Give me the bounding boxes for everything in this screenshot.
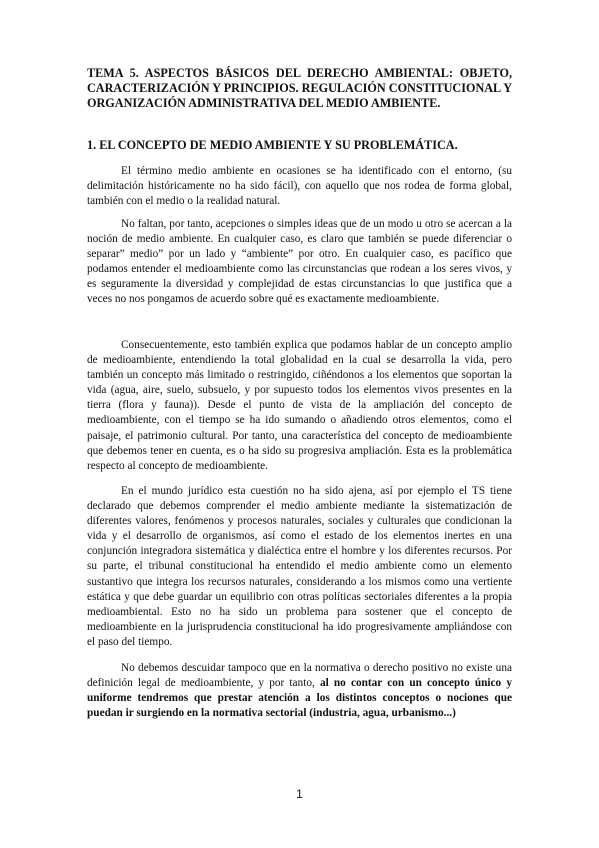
paragraph-3: Consecuentemente, esto también explica que podamos hablar de un concepto amplio de medioambiente, entendiendo la total globalidad en la cual se desarrolla la vida, pero también un concepto más limitado o restringido, ciñéndonos a los elementos que soportan la vida (agua, aire, suelo, subsuelo, y por supuesto todos los elementos vivos presentes en la tierra (flora y fauna)). Desde el punto de vista de la ampliación del concepto de medioambiente, con el tiempo se ha ido sumando o añadiendo otros elementos, como el paisaje, el patrimonio cultural. Por tanto, una característica del concepto de medioambiente que debemos tener en cuenta, es o ha sido su progresiva ampliación. Esta es la problemática respecto al concepto de medioambiente. <box>87 339 512 472</box>
paragraph-5-bold-text: al no contar con un concepto único y uniforme tendremos que prestar atención a los distintos conceptos o nociones que puedan ir surgiendo en la normativa sectorial (industria, agua, urbanismo...) <box>87 677 512 720</box>
paragraph-5 <box>87 661 512 721</box>
paragraph-2: No faltan, por tanto, acepciones o simples ideas que de un modo u otro se acercan a la noción de medio ambiente. En cualquier caso, es claro que también se puede diferenciar o separar” medio” por un lado y “ambiente” por otro. En cualquier caso, es pacífico que podamos entender el medioambiente como las circunstancias que rodean a los seres vivos, y es seguramente la diversidad y complejidad de estas circunstancias lo que justifica que a veces no nos pongamos de acuerdo sobre qué es exactamente medioambiente. <box>87 218 512 306</box>
section-heading: 1. EL CONCEPTO DE MEDIO AMBIENTE Y SU PROBLEMÁTICA. <box>87 138 458 152</box>
paragraph-1: El término medio ambiente en ocasiones se ha identificado con el entorno, (su delimitación históricamente no ha sido fácil), con aquello que nos rodea de forma global, también con el medio o la realidad natural. <box>87 165 512 208</box>
paragraph-5-normal-text: No debemos descuidar tampoco que en la normativa o derecho positivo no existe una definición legal de medioambiente, y por tanto, <box>87 662 512 690</box>
paragraph-4: En el mundo jurídico esta cuestión no ha sido ajena, así por ejemplo el TS tiene declarado que debemos comprender el medio ambiente mediante la sistematización de diferentes valores, fenómenos y procesos naturales, sociales y culturales que condicionan la vida y el desarrollo de organismos, así como el estado de los elementos inertes en una conjunción integradora sistemática y dialéctica entre el hombre y los diferentes recursos. Por su parte, el tribunal constitucional ha entendido el medio ambiente como un elemento sustantivo que integra los recursos naturales, considerando a los mismos como una vertiente estática y que debe guardar un equilibrio con otras políticas sectoriales diferentes a la propia medioambiental. Esto no ha sido un problema para sostener que el concepto de medioambiente en la jurisprudencia constitucional ha ido progresivamente ampliándose con el paso del tiempo. <box>87 485 512 648</box>
page-number: 1 <box>296 787 303 801</box>
document-title: TEMA 5. ASPECTOS BÁSICOS DEL DERECHO AMBIENTAL: OBJETO, CARACTERIZACIÓN Y PRINCIPIOS. REGULACIÓN CONSTITUCIONAL Y ORGANIZACIÓN ADMINISTRATIVA DEL MEDIO AMBIENTE. <box>87 66 512 111</box>
